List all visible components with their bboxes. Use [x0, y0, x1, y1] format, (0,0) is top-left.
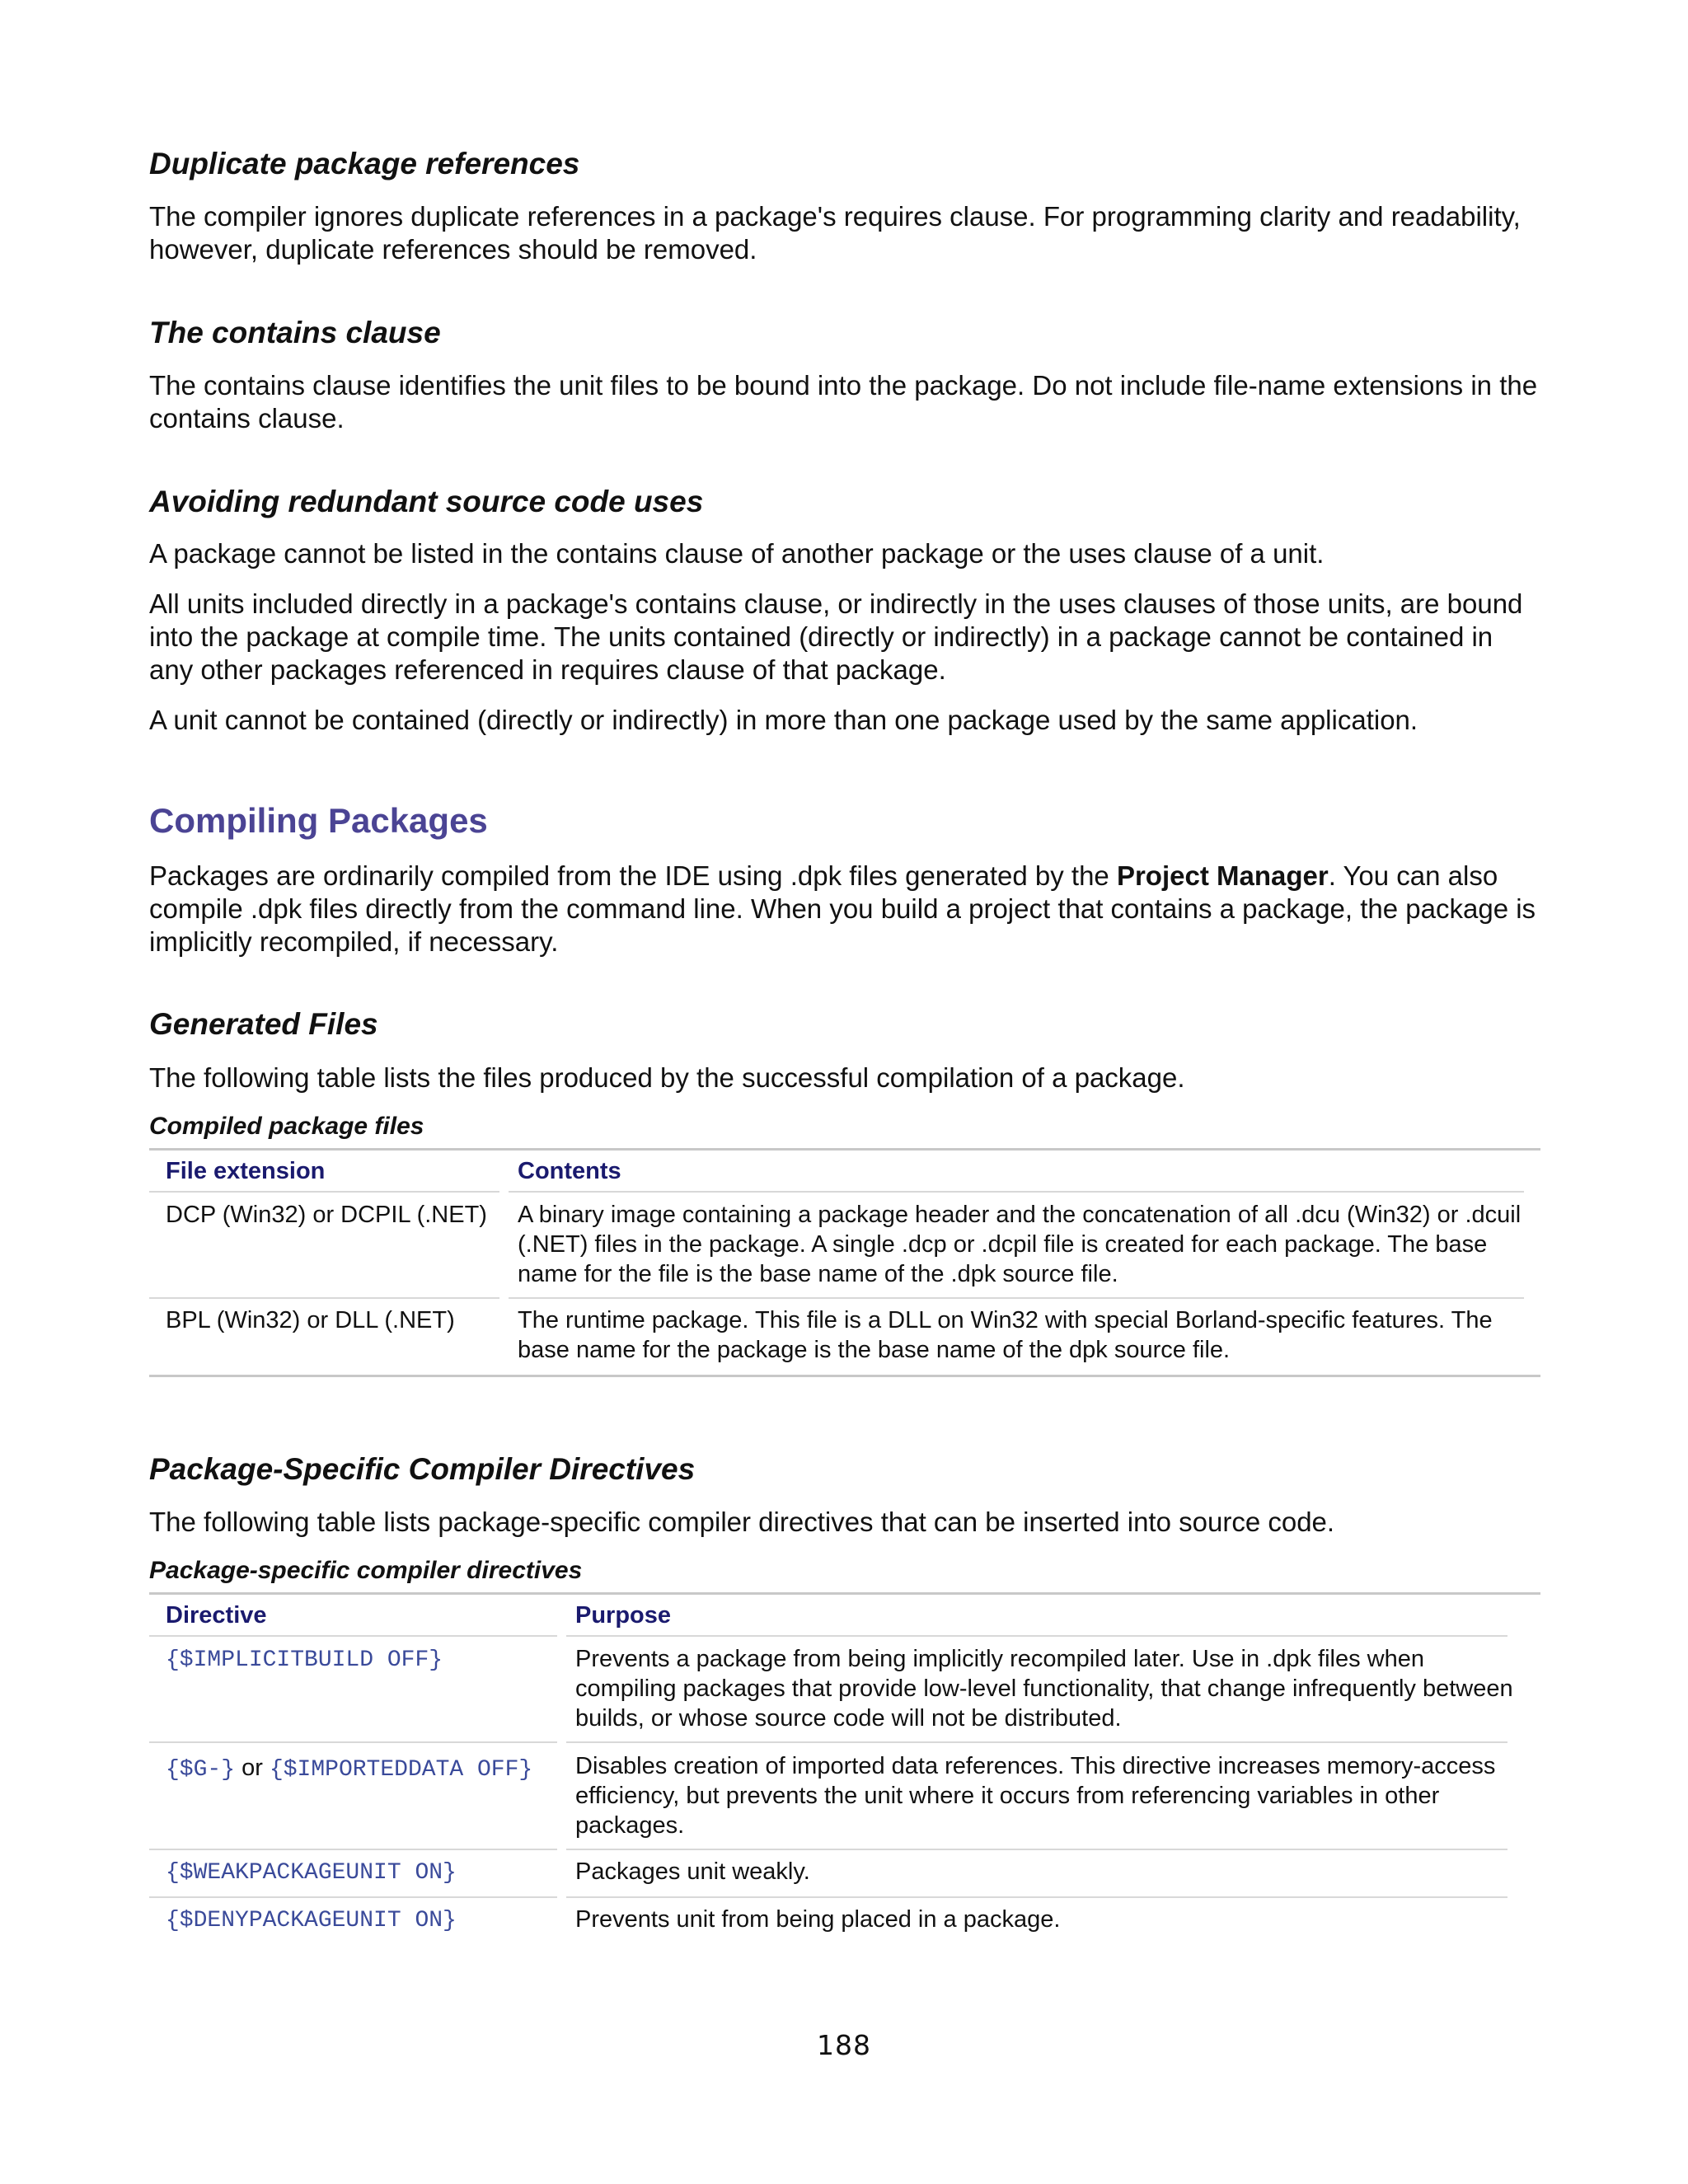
heading-duplicate-package-references: Duplicate package references	[149, 147, 580, 180]
row-divider	[566, 1896, 1507, 1898]
heading-compiling-packages: Compiling Packages	[149, 801, 488, 840]
directive-importeddata-off: {$IMPORTEDDATA OFF}	[269, 1757, 533, 1783]
directive-g-minus: {$G-}	[166, 1757, 236, 1783]
table-cell-extension: BPL (Win32) or DLL (.NET)	[166, 1307, 455, 1333]
row-divider	[149, 1849, 557, 1850]
table-cell-directive	[166, 1753, 570, 1785]
header-divider	[149, 1191, 499, 1193]
row-divider	[149, 1741, 557, 1743]
table-cell-directive: {$IMPLICITBUILD OFF}	[166, 1647, 443, 1673]
row-divider	[509, 1297, 1524, 1299]
heading-contains-clause: The contains clause	[149, 316, 441, 349]
column-header-purpose: Purpose	[575, 1602, 672, 1629]
compiled-package-files-table	[149, 1148, 1540, 1377]
heading-generated-files: Generated Files	[149, 1007, 378, 1041]
heading-avoiding-redundant-uses: Avoiding redundant source code uses	[149, 485, 704, 518]
paragraph-redundant-3: A unit cannot be contained (directly or indirectly) in more than one package used by the same application.	[149, 705, 1418, 735]
table-cell-directive: {$WEAKPACKAGEUNIT ON}	[166, 1860, 457, 1886]
compiling-text-a: Packages are ordinarily compiled from the IDE using .dpk files generated by the	[149, 860, 1117, 891]
paragraph-compiling-packages	[149, 860, 1542, 958]
table-cell-purpose: Disables creation of imported data references. This directive increases memory-access efficiency, but prevents the unit where it occurs from referencing variables in other packages.	[575, 1753, 1496, 1839]
heading-package-specific-directives: Package-Specific Compiler Directives	[149, 1452, 696, 1486]
row-divider	[566, 1741, 1507, 1743]
page-number: 188	[817, 2029, 871, 2061]
compiling-text-b: . You can also compile .dpk files directly from the command line. When you build a project that contains a package, the package is implicitly recompiled, if necessary.	[149, 860, 1536, 957]
row-divider	[566, 1849, 1507, 1850]
paragraph-redundant-2: All units included directly in a package's contains clause, or indirectly in the uses clauses of those units, are bound into the package at compile time. The units contained (directly or indirectly) in a package cannot be contained in any other packages referenced in requires clause of that package.	[149, 588, 1523, 685]
paragraph-contains-clause: The contains clause identifies the unit files to be bound into the package. Do not include file-name extensions in the contains clause.	[149, 370, 1538, 434]
table-cell-contents: A binary image containing a package header and the concatenation of all .dcu (Win32) or .dcuil (.NET) files in the package. A single .dcp or .dcpil file is created for each package. The base name for the file is the base name of the .dpk source file.	[518, 1202, 1522, 1287]
table-cell-purpose: Packages unit weakly.	[575, 1858, 810, 1885]
compiler-directives-table	[149, 1592, 1540, 1951]
paragraph-generated-files: The following table lists the files produced by the successful compilation of a package.	[149, 1062, 1185, 1093]
row-divider	[149, 1297, 499, 1299]
header-divider	[566, 1635, 1507, 1637]
caption-package-specific-directives: Package-specific compiler directives	[149, 1557, 583, 1584]
table-cell-purpose: Prevents a package from being implicitly recompiled later. Use in .dpk files when compiling packages that provide low-level functionality, that change infrequently between builds, or whose source code will not be distributed.	[575, 1646, 1513, 1732]
header-divider	[509, 1191, 1524, 1193]
row-divider	[149, 1896, 557, 1898]
project-manager-term: Project Manager	[1116, 860, 1329, 891]
directive-or: or	[241, 1755, 263, 1781]
table-cell-purpose: Prevents unit from being placed in a package.	[575, 1906, 1061, 1933]
paragraph-duplicate-references: The compiler ignores duplicate references in a package's requires clause. For programming clarity and readability, however, duplicate references should be removed.	[149, 201, 1521, 265]
header-divider	[149, 1635, 557, 1637]
table-cell-contents: The runtime package. This file is a DLL on Win32 with special Borland-specific features. The base name for the package is the base name of the dpk source file.	[518, 1307, 1493, 1363]
caption-compiled-package-files: Compiled package files	[149, 1113, 424, 1140]
paragraph-redundant-1: A package cannot be listed in the contains clause of another package or the uses clause of a unit.	[149, 538, 1325, 569]
paragraph-package-specific-directives: The following table lists package-specific compiler directives that can be inserted into source code.	[149, 1507, 1335, 1537]
table-cell-directive: {$DENYPACKAGEUNIT ON}	[166, 1908, 457, 1933]
table-cell-extension: DCP (Win32) or DCPIL (.NET)	[166, 1202, 487, 1228]
column-header-file-extension: File extension	[166, 1158, 326, 1184]
column-header-contents: Contents	[518, 1158, 621, 1184]
column-header-directive: Directive	[166, 1602, 267, 1629]
